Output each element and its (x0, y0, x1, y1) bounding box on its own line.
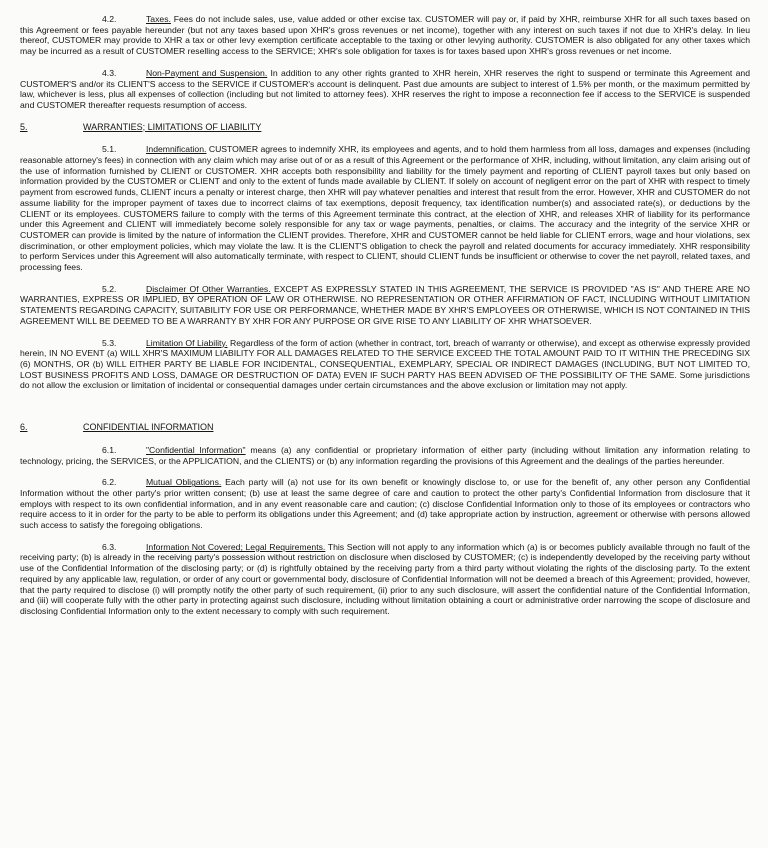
clause-text: Regardless of the form of action (whether in contract, tort, breach of warranty or otherwise), and except as otherwise expressly provided herein, IN NO EVENT (a) WILL XHR'S MAXIMUM LIABILITY FOR ALL DAMAGES RELATED TO THE SERVICE EXCEED THE TOTAL AMOUNT PAID TO IT WITHIN THE PRECEDING SIX (6) MONTHS, OR (b) WILL EITHER PARTY BE LIABLE FOR INCIDENTAL, CONSEQUENTIAL, EXEMPLARY, SPECIAL OR INDIRECT DAMAGES (INCLUDING, BUT NOT LIMITED TO, LOST BUSINESS PROFITS AND LOSS, DAMAGE OR DESTRUCTION OF DATA) EVEN IF SUCH PARTY HAS BEEN ADVISED OF THE POSSIBILITY OF THE SAME. Some jurisdictions do not allow the exclusion or limitation of incidental or consequential damages under certain circumstances and the above exclusion or limitation may not apply. (20, 337, 750, 391)
section-title: CONFIDENTIAL INFORMATION (83, 422, 214, 433)
clause-title: Indemnification. (146, 144, 207, 155)
clause-number: 6.2. (102, 477, 117, 488)
clause-title: Limitation Of Liability. (146, 337, 228, 348)
clause-text: Each party will (a) not use for its own benefit or knowingly disclose to, or use for the benefit of, any other person any Confidential Information without the other party's prior written consent; (b) use at least the same degree of care and caution to protect the other party's Confidential Information from disclosure that it employs with respect to its own confidential information, and in any event reasonable care and caution; (c) disclose Confidential Information only to those of its employees or contractors who require access to it in order for the party to be able to perform its obligations under this Agreement; and (d) take appropriate action by instruction, agreement or otherwise with persons allowed such access to satisfy the foregoing obligations. (20, 477, 750, 531)
clause-text: EXCEPT AS EXPRESSLY STATED IN THIS AGREEMENT, THE SERVICE IS PROVIDED "AS IS" AND THERE ARE NO WARRANTIES, EXPRESS OR IMPLIED, BY OPERATION OF LAW OR OTHERWISE. NO REPRESENTATION OR OTHER AFFIRMATION OF FACT, INCLUDING WITHOUT LIMITATION STATEMENTS REGARDING CAPACITY, SUITABILITY FOR USE OR PERFORMANCE, WHETHER MADE BY XHR'S EMPLOYEES OR OTHERWISE, WHICH IS NOT CONTAINED IN THIS AGREEMENT WILL BE DEEMED TO BE A WARRANTY BY XHR FOR ANY PURPOSE OR GIVE RISE TO ANY LIABILITY OF XHR WHATSOEVER. (20, 283, 750, 326)
clause-number: 5.1. (102, 144, 117, 155)
clause-title: Non-Payment and Suspension. (146, 67, 268, 78)
clause-title: Taxes. (146, 14, 171, 24)
section-number: 5. (20, 121, 28, 132)
clause-5-3 (20, 338, 750, 392)
clause-title: "Confidential Information" (146, 444, 246, 455)
clause-text: In addition to any other rights granted to XHR herein, XHR reserves the right to suspend or terminate this Agreement and CUSTOMER'S and/or its CLIENT'S access to the SERVICE if CUSTOMER's account is delinquent. Past due amounts are subject to interest of 1.5% per month, or the maximum permitted by law, whichever is less, plus all expenses of collection (including but not limited to attorney fees). XHR reserves the right to impose a reconnection fee if access to the SERVICE is suspended and CUSTOMER thereafter requests resumption of access. (20, 67, 750, 110)
clause-title: Disclaimer Of Other Warranties. (146, 283, 271, 294)
clause-text: This Section will not apply to any information which (a) is or becomes publicly available through no fault of the receiving party; (b) is already in the receiving party's possession without restriction on disclosure when disclosed by CUSTOMER; (c) is independently developed by the receiving party without use of the Confidential Information of the disclosing party; or (d) is rightfully obtained by the receiving party from a third party without violating the rights of the disclosing party. To the extent required by any applicable law, regulation, or order of any court or governmental body, disclosure of Confidential Information will not be deemed a breach of this Agreement; provided, however, that the party required to disclose (i) will promptly notify the other party of such requirement, (ii) prior to any such disclosure, will assert the confidential nature of the Confidential Information, and (iii) will cooperate fully with the other party in protecting against such disclosure, including without limitation obtaining a court or administrative order narrowing the scope of disclosure and disclosing Confidential Information only to the extent necessary to comply with such requirement. (20, 541, 751, 616)
section-number: 6. (20, 422, 28, 433)
clause-6-1 (20, 445, 750, 466)
clause-text: means (a) any confidential or proprietary information of either party (including without limitation any information relating to technology, pricing, the SERVICES, or the APPLICATION, and the CLIENTS) or (b) any information regarding the provisions of this Agreement and the dealings of the parties hereunder. (20, 444, 751, 466)
section-6-heading (20, 422, 750, 433)
clause-number: 4.3. (102, 67, 117, 78)
clause-6-3 (20, 542, 750, 617)
section-5-heading (20, 122, 750, 133)
clause-4-3 (20, 68, 750, 111)
clause-number: 4.2. (102, 14, 117, 24)
clause-5-1 (20, 144, 750, 272)
section-title: WARRANTIES; LIMITATIONS OF LIABILITY (83, 121, 262, 132)
clause-title: Information Not Covered; Legal Requirements. (146, 541, 326, 552)
clause-5-2 (20, 284, 750, 327)
clause-title: Mutual Obligations. (146, 477, 222, 488)
clause-number: 5.2. (102, 283, 117, 294)
clause-text: Fees do not include sales, use, value added or other excise tax. CUSTOMER will pay or, if paid by XHR, reimburse XHR for all such taxes based on this Agreement or fees payable hereunder (but not any taxes based upon XHR's gross revenues or net income), together with any interest on such taxes if not due to XHR's delay. In lieu thereof, CUSTOMER may provide to XHR a tax or other levy exemption certificate acceptable to the taxing or other levying authority. CUSTOMER is also obligated for any other taxes which may be incurred as a result of CUSTOMER reselling access to the SERVICE; XHR's sole obligation for taxes is for taxes based upon XHR's gross revenues or net income. (20, 14, 750, 57)
clause-6-2 (20, 477, 750, 531)
clause-number: 5.3. (102, 337, 117, 348)
section-spacer (20, 402, 750, 414)
clause-text: CUSTOMER agrees to indemnify XHR, its employees and agents, and to hold them harmless from all loss, damages and expenses (including reasonable attorney's fees) in connection with any claim which may arise out of or as a result of this Agreement or the performance of XHR, including, without limitation, any claim arising out of the use of information furnished by CLIENT or CUSTOMER. XHR accepts both responsibility and liability for the timely payment and reporting of CLIENT payroll taxes but only based on information provided by the CUSTOMER or CLIENT and only to the extent of funds made available by CLIENT. If solely on account of negligent error on the part of XHR with respect to timely payment from escrowed funds, CLIENT incurs a penalty or interest charge, then XHR will pay whatever penalties and interest that result from the error. However, XHR and CUSTOMER do not assume liability for the improper payment of taxes due to incorrect claims of tax exemptions, deposit frequency, tax identification number(s) and associated rate(s), or deductions by the CLIENT or its employees. CUSTOMERS failure to comply with the terms of this Agreement terminate this contract, at the election of XHR, and releases XHR of liability for its performance under this Agreement and CLIENT will immediately become solely responsible for any tax or wage payments, penalties, or claims. The accuracy and the integrity of the service XHR or CUSTOMER can provide is limited by the nature of information the CLIENT provides. Therefore, XHR and CUSTOMER cannot be held liable for CLIENT errors, wage and hour violations, sex discrimination, or other employment policies, which may violate the law. It is the CLIENT'S obligation to check the payroll and related documents for accuracy immediately. XHR responsibility to perform Services under this Agreement will also automatically terminate, with respect to CLIENT, should CLIENT funds be insufficient or otherwise to cover the net payroll, related taxes, and processing fees. (20, 144, 750, 273)
clause-number: 6.3. (102, 541, 117, 552)
clause-number: 6.1. (102, 444, 117, 455)
clause-4-2 (20, 14, 750, 57)
